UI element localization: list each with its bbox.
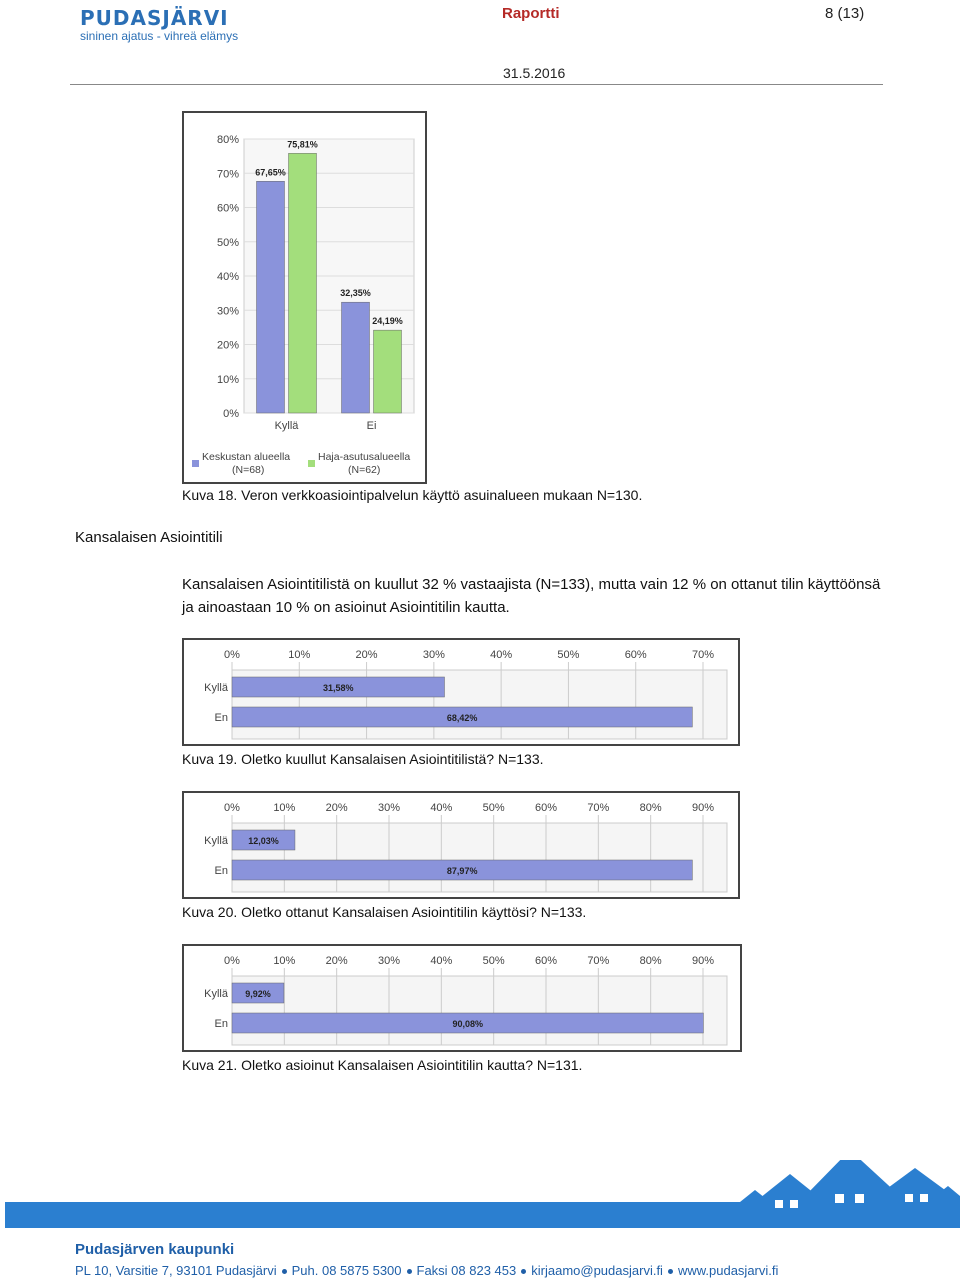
logo-name: PUDASJÄRVI [80, 6, 229, 30]
footer-decoration [0, 1160, 960, 1240]
data-label: 32,35% [340, 288, 371, 299]
data-label: 68,42% [446, 713, 478, 723]
figure-20-caption: Kuva 20. Oletko ottanut Kansalaisen Asiointitilin käyttösi? N=133. [182, 904, 587, 920]
y-tick-label: 10% [216, 373, 239, 386]
header-divider [70, 84, 883, 85]
legend-label-n: (N=68) [232, 464, 265, 476]
x-tick-label: 60% [624, 649, 647, 661]
document-date: 31.5.2016 [503, 65, 566, 81]
figure-18-chart [184, 113, 425, 482]
figure-21-frame [182, 944, 742, 1052]
y-tick-label: En [214, 712, 228, 724]
x-tick-label: 70% [691, 649, 715, 661]
x-tick-label: 50% [557, 649, 580, 661]
footer-organization: Pudasjärven kaupunki [75, 1241, 235, 1258]
legend-swatch [308, 460, 315, 467]
legend-label-n: (N=62) [348, 464, 381, 476]
x-tick-label: 10% [273, 955, 296, 967]
y-tick-label: 60% [216, 202, 239, 215]
x-tick-label: 70% [587, 955, 610, 967]
y-tick-label: 40% [216, 271, 239, 283]
page-number: 8 (13) [825, 5, 865, 22]
document-title: Raportti [502, 5, 560, 22]
bar [289, 153, 317, 413]
y-tick-label: 70% [216, 168, 239, 181]
footer-contact [75, 1263, 778, 1278]
x-tick-label: 0% [224, 649, 240, 661]
x-tick-label: 70% [587, 802, 610, 814]
bar [374, 330, 402, 413]
x-tick-label: 30% [377, 955, 401, 967]
footer-phone: Puh. 08 5875 5300 [291, 1263, 402, 1278]
figure-18-caption: Kuva 18. Veron verkkoasiointipalvelun käyttö asuinalueen mukaan N=130. [182, 487, 643, 503]
y-tick-label: 20% [216, 339, 239, 352]
x-tick-label: 30% [377, 802, 401, 814]
data-label: 75,81% [287, 139, 318, 150]
x-tick-label: 20% [355, 649, 378, 661]
data-label: 90,08% [452, 1019, 483, 1029]
figure-21-caption: Kuva 21. Oletko asioinut Kansalaisen Asiointitilin kautta? N=131. [182, 1057, 583, 1073]
bar [257, 181, 285, 413]
data-label: 67,65% [255, 167, 286, 178]
figure-19-chart [184, 640, 738, 744]
x-tick-label: 20% [325, 955, 348, 967]
data-label: 87,97% [446, 866, 478, 876]
x-tick-label: 60% [534, 955, 558, 967]
footer-address: PL 10, Varsitie 7, 93101 Pudasjärvi [75, 1263, 277, 1278]
logo [80, 6, 238, 43]
legend-label: Haja-asutusalueella [318, 451, 411, 463]
y-tick-label: 80% [216, 134, 239, 146]
y-tick-label: Kyllä [204, 988, 228, 1000]
y-tick-label: En [214, 1018, 228, 1030]
footer-fax: Faksi 08 823 453 [416, 1263, 517, 1278]
y-tick-label: Kyllä [204, 835, 228, 847]
figure-20-frame [182, 791, 740, 899]
x-tick-label: 80% [639, 955, 662, 967]
section-heading: Kansalaisen Asiointitili [75, 529, 223, 546]
x-tick-label: 10% [288, 649, 311, 661]
plot-area [232, 823, 727, 892]
x-tick-label: 90% [691, 802, 715, 814]
data-label: 12,03% [248, 836, 279, 846]
body-paragraph: Kansalaisen Asiointitilistä on kuullut 32 % vastaajista (N=133), mutta vain 12 % on ottanut tilin käyttöönsä ja ainoastaan 10 % on asioinut Asiointitilin kautta. [182, 576, 881, 616]
x-tick-label: 80% [639, 802, 662, 814]
bar [342, 302, 370, 413]
x-tick-label: 10% [273, 802, 296, 814]
figure-20-chart [184, 793, 738, 897]
figure-21-chart [184, 946, 740, 1050]
logo-slogan: sininen ajatus - vihreä elämys [80, 29, 239, 43]
figure-19-caption: Kuva 19. Oletko kuullut Kansalaisen Asiointitilistä? N=133. [182, 751, 544, 767]
legend-swatch [192, 460, 199, 467]
y-tick-label: 50% [216, 236, 239, 249]
x-tick-label: 40% [490, 649, 513, 661]
y-tick-label: 0% [223, 408, 239, 420]
figure-19-frame [182, 638, 740, 746]
data-label: 31,58% [322, 683, 354, 693]
x-tick-label: 50% [482, 802, 505, 814]
x-tick-label: 0% [224, 955, 240, 967]
x-tick-label: 90% [691, 955, 715, 967]
x-tick-label: 50% [482, 955, 505, 967]
x-tick-label: 40% [430, 802, 453, 814]
x-tick-label: 20% [325, 802, 348, 814]
footer-email[interactable]: kirjaamo@pudasjarvi.fi [531, 1263, 663, 1278]
x-tick-label: 30% [422, 649, 445, 661]
y-tick-label: 30% [216, 305, 239, 318]
data-label: 9,92% [245, 989, 271, 999]
y-tick-label: Kyllä [204, 682, 228, 694]
x-tick-label: Ei [366, 420, 377, 432]
footer-website[interactable]: www.pudasjarvi.fi [677, 1263, 779, 1278]
x-tick-label: 0% [224, 802, 240, 814]
figure-18-frame [182, 111, 427, 484]
legend-label: Keskustan alueella [202, 451, 291, 463]
x-tick-label: 40% [430, 955, 453, 967]
data-label: 24,19% [372, 316, 403, 327]
x-tick-label: 60% [534, 802, 558, 814]
x-tick-label: Kyllä [274, 420, 299, 432]
y-tick-label: En [214, 865, 228, 877]
plot-area [232, 976, 727, 1045]
